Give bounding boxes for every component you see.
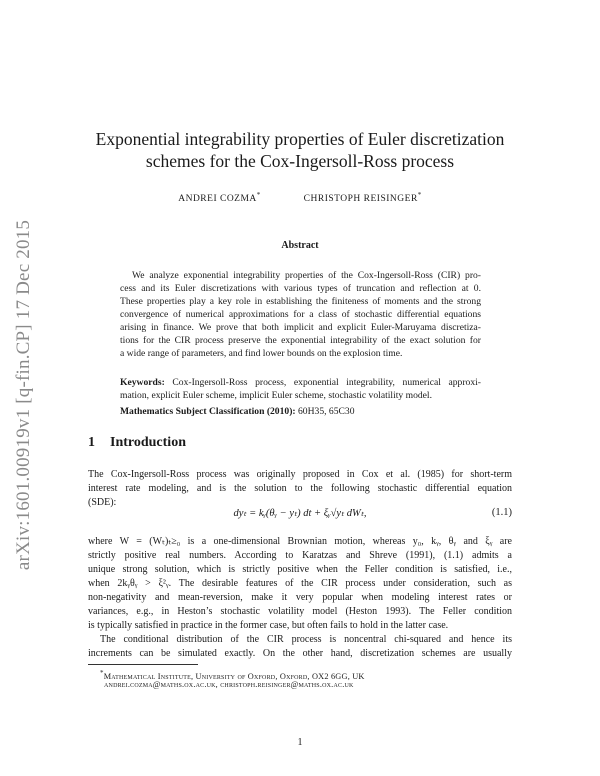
author-1: ANDREI COZMA* (178, 191, 261, 205)
footnote-emails: andrei.cozma@maths.ox.ac.uk, christoph.reisinger@maths.ox.ac.uk (104, 680, 354, 689)
section-number: 1 (88, 435, 95, 450)
footnote-rule (88, 664, 198, 665)
body-line: increments can be simulated exactly. On the other hand, discretization schemes are usually (88, 648, 512, 659)
intro-paragraph-3 (88, 633, 512, 661)
equation-text: dyₜ = kᵧ(θᵧ − yₜ) dt + ξᵧ√yₜ dWₜ, (233, 508, 367, 519)
title-line-2: schemes for the Cox-Ingersoll-Ross process (145, 151, 455, 171)
section-heading (88, 435, 186, 451)
title-line-1: Exponential integrability properties of Euler discretization (95, 129, 505, 149)
body-line: variances, e.g., in Heston’s stochastic volatility model (Heston 1993). The Feller condition (88, 606, 512, 617)
footnote-affiliation: *Mathematical Institute, University of Oxford, Oxford, OX2 6GG, UK (100, 669, 365, 681)
abstract-line: We analyze exponential integrability properties of the Cox-Ingersoll-Ross (CIR) pro- (132, 270, 481, 281)
page-number: 1 (297, 737, 303, 748)
abstract-heading: Abstract (281, 240, 319, 251)
body-line: where W = (Wₜ)ₜ≥₀ is a one-dimensional Brownian motion, whereas y₀, kᵧ, θᵧ and ξᵧ are (88, 536, 512, 547)
equation-1-1 (88, 507, 512, 523)
section-title: Introduction (110, 435, 186, 450)
paper-title (90, 128, 510, 172)
author-list (0, 191, 600, 204)
keywords-label: Keywords: (120, 377, 165, 388)
body-line: strictly positive real numbers. According to Karatzas and Shreve (1991), (1.1) admits a (88, 550, 512, 561)
body-line: unique strong solution, which is strictly positive when the Feller condition is satisfied, i.e., (88, 564, 512, 575)
abstract-line: These properties play a key role in establishing the finiteness of moments and the strong (120, 296, 481, 307)
abstract-line: convergence of numerical approximations for a class of stochastic differential equations (120, 309, 481, 320)
equation-number: (1.1) (491, 507, 512, 518)
body-line: when 2kᵧθᵧ > ξ²ᵧ. The desirable features of the CIR process under consideration, such as (88, 578, 512, 589)
abstract-line: arising in finance. We prove that both implicit and explicit Euler-Maruyama discretiza- (120, 322, 481, 333)
msc-value: 60H35, 65C30 (298, 406, 355, 417)
body-line: non-negativity and mean-reversion, make it very popular when modeling interest rates or (88, 592, 512, 603)
abstract-line: a wide range of parameters, and find lower bounds on the explosion time. (120, 348, 403, 359)
body-line: The Cox-Ingersoll-Ross process was originally proposed in Cox et al. (1985) for short-term (88, 469, 512, 480)
msc-label: Mathematics Subject Classification (2010): (120, 406, 296, 417)
intro-paragraph-2 (88, 535, 512, 633)
body-line: (SDE): (88, 497, 117, 508)
abstract-line: cess and its Euler discretizations with various types of truncation and reflection at 0. (120, 283, 481, 294)
arxiv-stamp: arXiv:1601.00919v1 [q-fin.CP] 17 Dec 2015 (13, 219, 34, 571)
author-2: CHRISTOPH REISINGER* (303, 191, 422, 205)
intro-paragraph-1 (88, 468, 512, 510)
keywords-line-1: Keywords: Cox-Ingersoll-Ross process, exponential integrability, numerical approxi- (120, 377, 481, 388)
body-line: is typically satisfied in practice in the former case, but often fails to hold in the latter case. (88, 620, 449, 631)
footnote (100, 667, 520, 691)
keywords (120, 376, 481, 402)
keywords-line-2: mation, explicit Euler scheme, implicit Euler scheme, stochastic volatility model. (120, 390, 432, 401)
body-line: The conditional distribution of the CIR process is noncentral chi-squared and hence its (100, 634, 512, 645)
body-line: interest rate modeling, and is the solution to the following stochastic differential equation (88, 483, 512, 494)
abstract-text (120, 269, 481, 360)
msc-classification (120, 405, 481, 418)
abstract-line: tions for the CIR process preserve the exponential integrability of the exact solution for (120, 335, 481, 346)
